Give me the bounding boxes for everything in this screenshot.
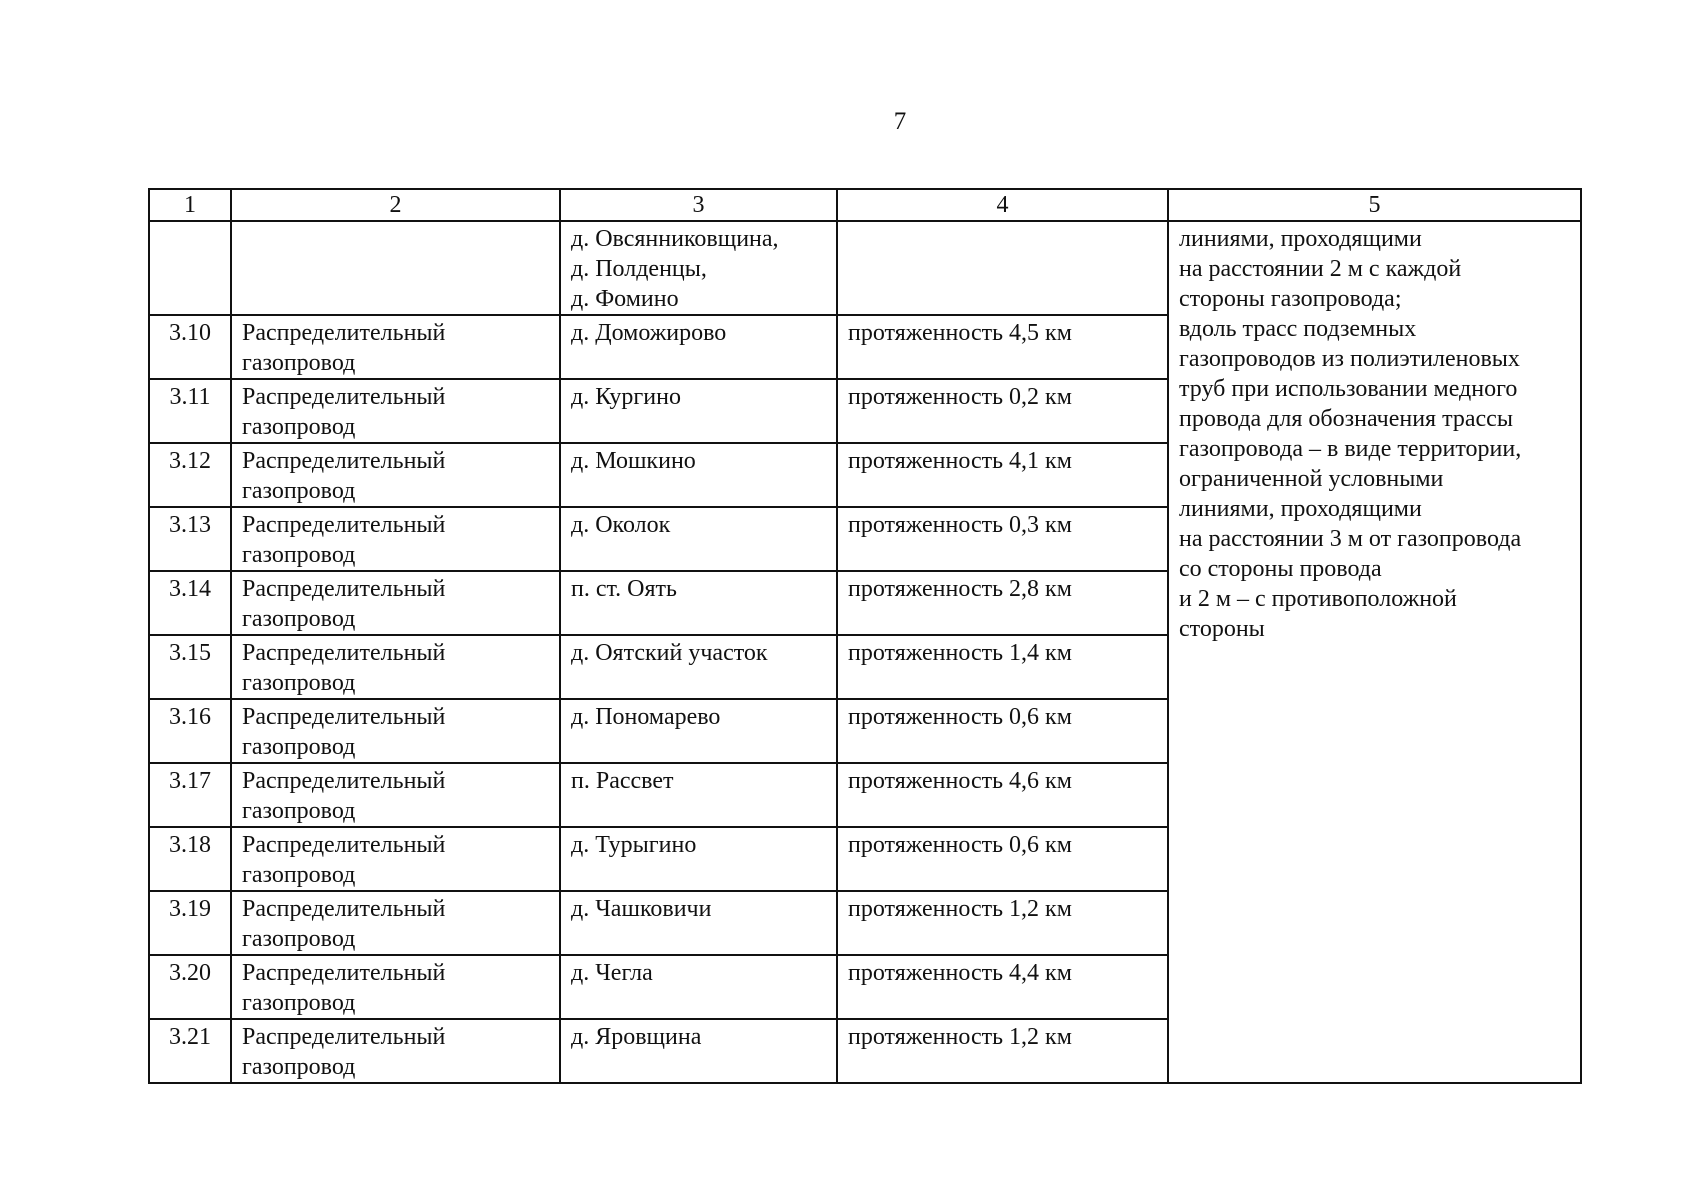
location-line: д. Фомино	[571, 286, 679, 312]
location-cell	[560, 221, 837, 315]
requirements-line: вдоль трасс подземных	[1179, 316, 1417, 342]
requirements-line: на расстоянии 3 м от газопровода	[1179, 526, 1522, 552]
row-number-cell: 3.20	[149, 955, 231, 1019]
length-cell: протяженность 4,4 км	[837, 955, 1168, 1019]
column-header-4: 4	[837, 189, 1168, 221]
length-cell: протяженность 0,6 км	[837, 699, 1168, 763]
location-line: д. Полденцы,	[571, 256, 707, 282]
length-cell: протяженность 0,6 км	[837, 827, 1168, 891]
object-name-line: газопровод	[242, 734, 356, 760]
object-name-line: газопровод	[242, 350, 356, 376]
table-header-row	[149, 189, 1581, 221]
length-cell: протяженность 4,6 км	[837, 763, 1168, 827]
requirements-line: провода для обозначения трассы	[1179, 406, 1513, 432]
length-cell: протяженность 1,4 км	[837, 635, 1168, 699]
row-number-cell: 3.18	[149, 827, 231, 891]
requirements-line: газопроводов из полиэтиленовых	[1179, 346, 1520, 372]
object-name-cell	[231, 891, 560, 955]
gas-pipeline-table	[148, 188, 1582, 1084]
object-name-cell	[231, 827, 560, 891]
location-cell: д. Чегла	[560, 955, 837, 1019]
requirements-line: и 2 м – с противоположной	[1179, 586, 1457, 612]
requirements-line: линиями, проходящими	[1179, 496, 1422, 522]
location-cell: д. Околок	[560, 507, 837, 571]
requirements-line: труб при использовании медного	[1179, 376, 1518, 402]
object-name-cell	[231, 955, 560, 1019]
length-cell: протяженность 1,2 км	[837, 1019, 1168, 1083]
requirements-line: линиями, проходящими	[1179, 226, 1422, 252]
location-cell: д. Кургино	[560, 379, 837, 443]
object-name-cell	[231, 1019, 560, 1083]
object-name-cell	[231, 379, 560, 443]
row-number-cell: 3.14	[149, 571, 231, 635]
row-number-cell: 3.16	[149, 699, 231, 763]
row-number-cell: 3.11	[149, 379, 231, 443]
object-name-line: газопровод	[242, 478, 356, 504]
object-name-line: газопровод	[242, 414, 356, 440]
location-cell: п. Рассвет	[560, 763, 837, 827]
object-name-cell	[231, 763, 560, 827]
object-name-cell	[231, 507, 560, 571]
length-cell: протяженность 1,2 км	[837, 891, 1168, 955]
length-cell	[837, 221, 1168, 315]
object-name-line: газопровод	[242, 862, 356, 888]
location-cell: д. Мошкино	[560, 443, 837, 507]
length-cell: протяженность 4,1 км	[837, 443, 1168, 507]
table-row	[149, 221, 1581, 315]
object-name-cell	[231, 443, 560, 507]
object-name-line: газопровод	[242, 926, 356, 952]
object-name-line: Распределительный	[242, 640, 446, 666]
requirements-line: на расстоянии 2 м с каждой	[1179, 256, 1462, 282]
column-header-3: 3	[560, 189, 837, 221]
object-name-line: Распределительный	[242, 896, 446, 922]
object-name-line: Распределительный	[242, 512, 446, 538]
requirements-line: газопровода – в виде территории,	[1179, 436, 1522, 462]
requirements-line: со стороны провода	[1179, 556, 1382, 582]
requirements-line: ограниченной условными	[1179, 466, 1444, 492]
object-name-line: Распределительный	[242, 704, 446, 730]
column-header-5: 5	[1168, 189, 1581, 221]
location-cell: д. Пономарево	[560, 699, 837, 763]
object-name-cell	[231, 315, 560, 379]
object-name-line: Распределительный	[242, 832, 446, 858]
row-number-cell: 3.17	[149, 763, 231, 827]
object-name-line: Распределительный	[242, 384, 446, 410]
requirements-line: стороны газопровода;	[1179, 286, 1402, 312]
object-name-line: Распределительный	[242, 576, 446, 602]
row-number-cell: 3.15	[149, 635, 231, 699]
object-name-cell	[231, 221, 560, 315]
object-name-cell	[231, 699, 560, 763]
object-name-cell	[231, 571, 560, 635]
object-name-line: Распределительный	[242, 960, 446, 986]
row-number-cell: 3.19	[149, 891, 231, 955]
object-name-line: газопровод	[242, 990, 356, 1016]
location-cell: д. Яровщина	[560, 1019, 837, 1083]
location-line: д. Овсянниковщина,	[571, 226, 779, 252]
object-name-line: газопровод	[242, 606, 356, 632]
location-cell: п. ст. Оять	[560, 571, 837, 635]
length-cell: протяженность 4,5 км	[837, 315, 1168, 379]
length-cell: протяженность 2,8 км	[837, 571, 1168, 635]
object-name-line: Распределительный	[242, 320, 446, 346]
column-header-1: 1	[149, 189, 231, 221]
row-number-cell: 3.13	[149, 507, 231, 571]
length-cell: протяженность 0,2 км	[837, 379, 1168, 443]
column-header-2: 2	[231, 189, 560, 221]
object-name-line: газопровод	[242, 670, 356, 696]
object-name-line: Распределительный	[242, 768, 446, 794]
object-name-line: Распределительный	[242, 1024, 446, 1050]
requirements-line: стороны	[1179, 616, 1265, 642]
requirements-cell	[1168, 221, 1581, 1083]
object-name-line: газопровод	[242, 1054, 356, 1080]
row-number-cell: 3.12	[149, 443, 231, 507]
object-name-line: Распределительный	[242, 448, 446, 474]
object-name-cell	[231, 635, 560, 699]
object-name-line: газопровод	[242, 542, 356, 568]
location-cell: д. Турыгино	[560, 827, 837, 891]
location-cell: д. Чашковичи	[560, 891, 837, 955]
length-cell: протяженность 0,3 км	[837, 507, 1168, 571]
page-number: 7	[893, 108, 907, 135]
row-number-cell: 3.10	[149, 315, 231, 379]
object-name-line: газопровод	[242, 798, 356, 824]
location-cell: д. Оятский участок	[560, 635, 837, 699]
row-number-cell: 3.21	[149, 1019, 231, 1083]
row-number-cell	[149, 221, 231, 315]
location-cell: д. Доможирово	[560, 315, 837, 379]
